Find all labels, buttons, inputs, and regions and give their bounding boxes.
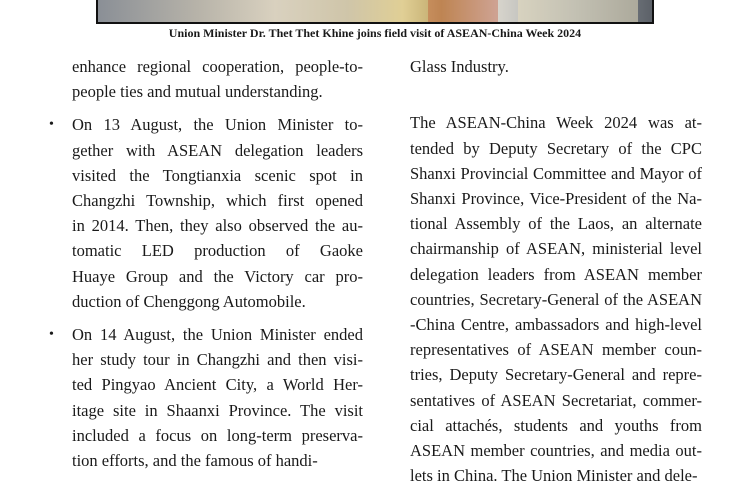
text-line: ASEAN member countries, and media out- [410,441,702,461]
text-line: Shanxi Province, Vice-President of the Na- [410,189,702,209]
text-line: visited the Tongtianxia scenic spot in [72,165,363,185]
text-line: chairmanship of ASEAN, ministerial level [410,239,702,259]
text-line: itage site in Shaanxi Province. The visit [72,400,363,420]
text-line: tomatic LED production of Gaoke [72,241,363,261]
left-column [49,54,363,473]
text-line: representatives of ASEAN member coun- [410,340,702,360]
text-line: On 14 August, the Union Minister ended [72,325,363,345]
bullet-icon: • [49,117,54,133]
text-line: tries, Deputy Secretary-General and repre- [410,365,702,385]
text-line: her study tour in Changzhi and then visi- [72,350,363,370]
bullet-item-13-august [49,112,363,314]
text-line: tional Assembly of the Laos, an alternate [410,214,702,234]
news-photo [96,0,654,24]
text-line: On 13 August, the Union Minister to- [72,115,363,135]
text-line: enhance regional cooperation, people-to- [72,57,363,76]
text-line: Changzhi Township, which first opened [72,191,363,211]
text-line: tended by Deputy Secretary of the CPC [410,138,702,158]
photo-table [518,0,638,24]
text-line: gether with ASEAN delegation leaders [72,140,363,160]
photo-flowers [428,0,498,24]
text-line: delegation leaders from ASEAN member [410,264,702,284]
asean-china-week-paragraph [410,85,702,488]
bullet-item-14-august [49,322,363,473]
text-line: The ASEAN-China Week 2024 was at- [410,113,702,133]
text-line: tion efforts, and the famous of handi- [72,451,318,471]
photo-caption: Union Minister Dr. Thet Thet Khine joins field visit of ASEAN-China Week 2024 [168,26,582,40]
text-line: people ties and mutual understanding. [72,82,323,102]
text-line: in 2014. Then, they also observed the au- [72,216,363,236]
text-line: Huaye Group and the Victory car pro- [72,266,363,286]
text-line: lets in China. The Union Minister and dele- [410,466,698,486]
text-line: Shanxi Provincial Committee and Mayor of [410,163,702,183]
right-column [410,54,702,488]
text-line: duction of Chenggong Automobile. [72,291,306,311]
text-line: sentatives of ASEAN Secretariat, commer- [410,390,702,410]
text-line: ted Pingyao Ancient City, a World Her- [72,375,363,395]
text-line: included a focus on long-term preserva- [72,425,363,445]
bullet-icon: • [49,327,54,343]
intro-text [72,54,363,104]
text-line: countries, Secretary-General of the ASEAN [410,289,702,309]
text-line: cial attachés, students and youths from [410,415,702,435]
text-line: -China Centre, ambassadors and high-level [410,315,702,335]
continuation-text: Glass Industry. [410,57,509,76]
